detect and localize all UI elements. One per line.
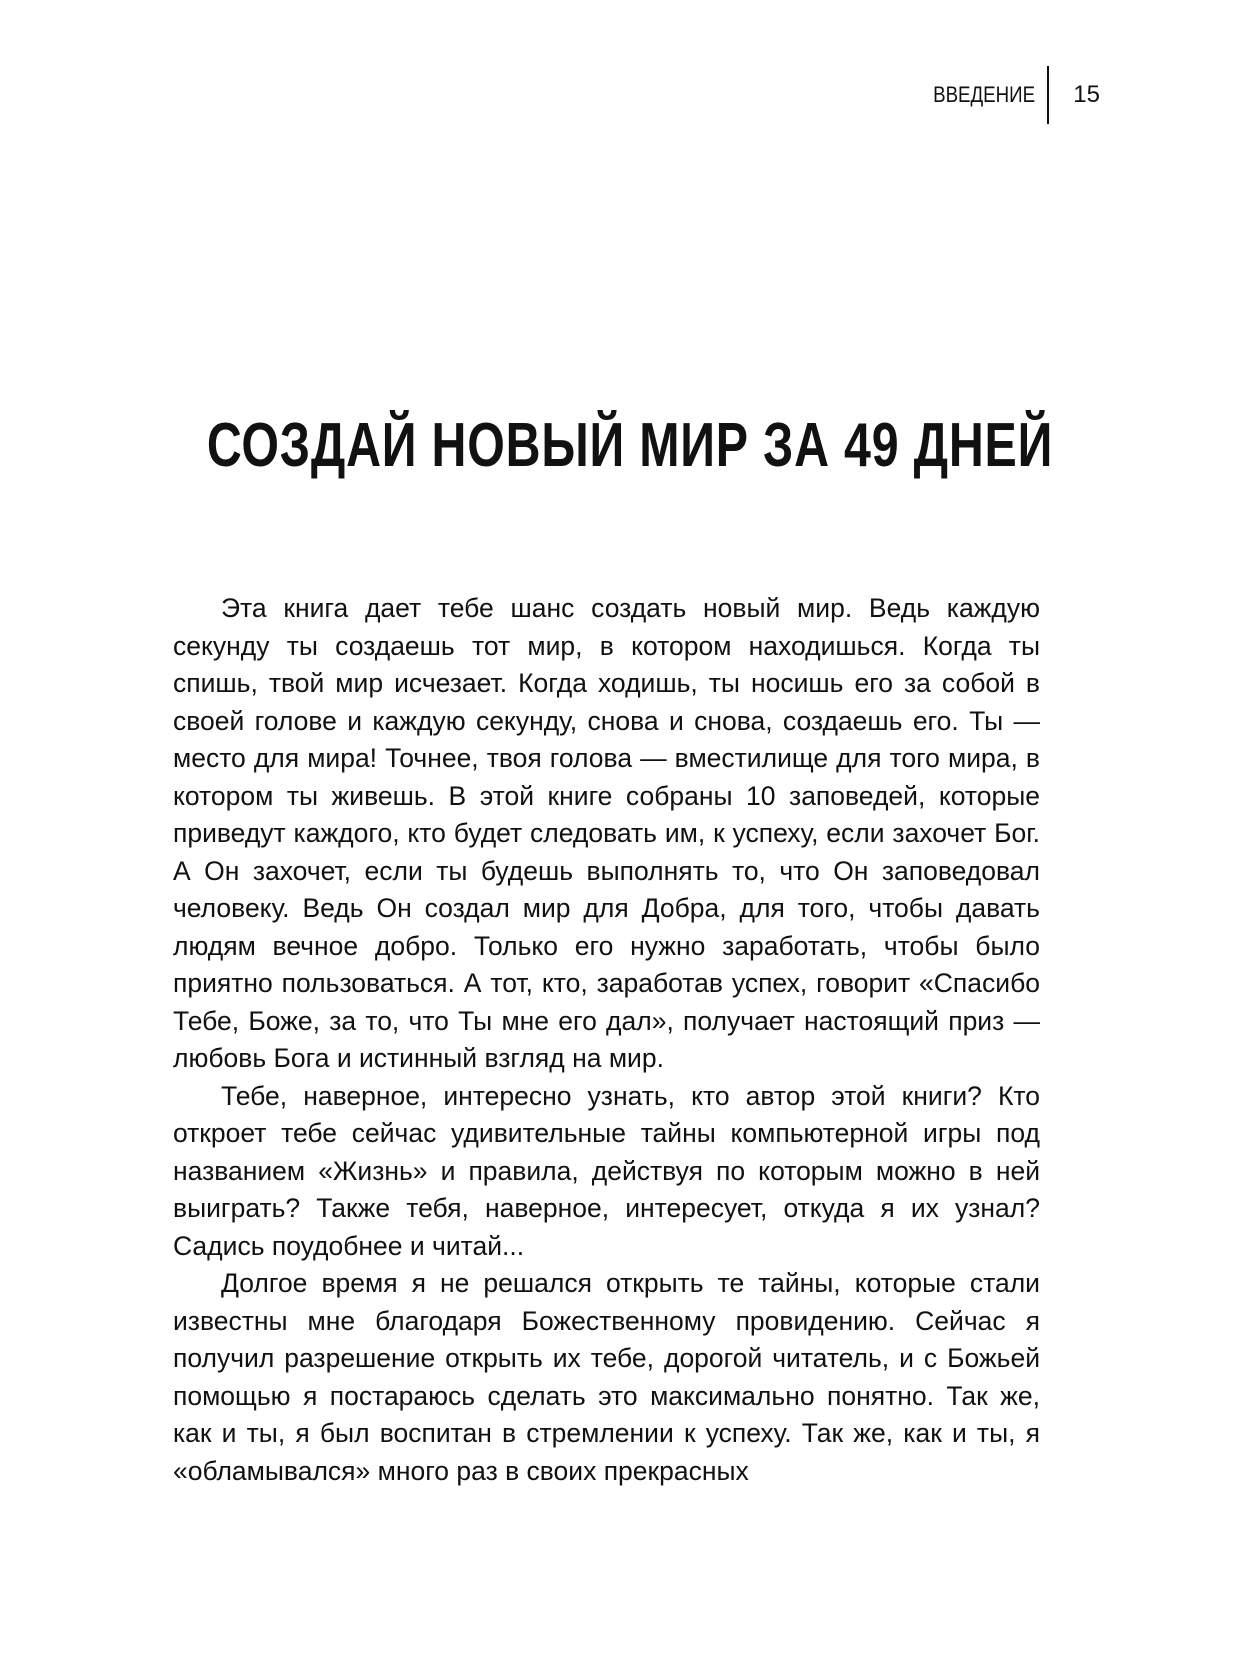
body-text	[173, 590, 1040, 1490]
section-name: ВВЕДЕНИЕ	[933, 82, 1036, 107]
paragraph: Долгое время я не решался открыть те тайны, которые стали известны мне благодаря Божественному провидению. Сейчас я получил разрешение открыть их тебе, дорогой читатель, и с Божьей помощью я постараюсь сделать это максимально понятно. Так же, как и ты, я был воспитан в стремлении к успеху. Так же, как и ты, я «обламывался» много раз в своих прекрасных	[173, 1268, 1040, 1486]
paragraph: Эта книга дает тебе шанс создать новый мир. Ведь каждую секунду ты создаешь тот мир, в котором находишься. Когда ты спишь, твой мир исчезает. Когда ходишь, ты носишь его за собой в своей голове и каждую секунду, снова и снова, создаешь его. Ты — место для мира! Точнее, твоя голова — вместилище для того мира, в котором ты живешь. В этой книге собраны 10 заповедей, которые приведут каждого, кто будет следовать им, к успеху, если захочет Бог. А Он захочет, если ты будешь выполнять то, что Он заповедовал человеку. Ведь Он создал мир для Добра, для того, чтобы давать людям вечное добро. Только его нужно заработать, чтобы было приятно пользоваться. А тот, кто, заработав успех, говорит «Спасибо Тебе, Боже, за то, что Ты мне его дал», получает настоящий приз — любовь Бога и истинный взгляд на мир.	[173, 593, 1040, 1073]
page-number: 15	[1073, 81, 1100, 108]
running-header	[913, 70, 1100, 120]
chapter-title: СОЗДАЙ НОВЫЙ МИР ЗА 49 ДНЕЙ	[206, 411, 1054, 480]
paragraph: Тебе, наверное, интересно узнать, кто автор этой книги? Кто откроет тебе сейчас удивительные тайны компьютерной игры под названием «Жизнь» и правила, действуя по которым можно в ней выиграть? Также тебя, наверное, интересует, откуда я их узнал? Садись поудобнее и читай...	[173, 1080, 1040, 1261]
